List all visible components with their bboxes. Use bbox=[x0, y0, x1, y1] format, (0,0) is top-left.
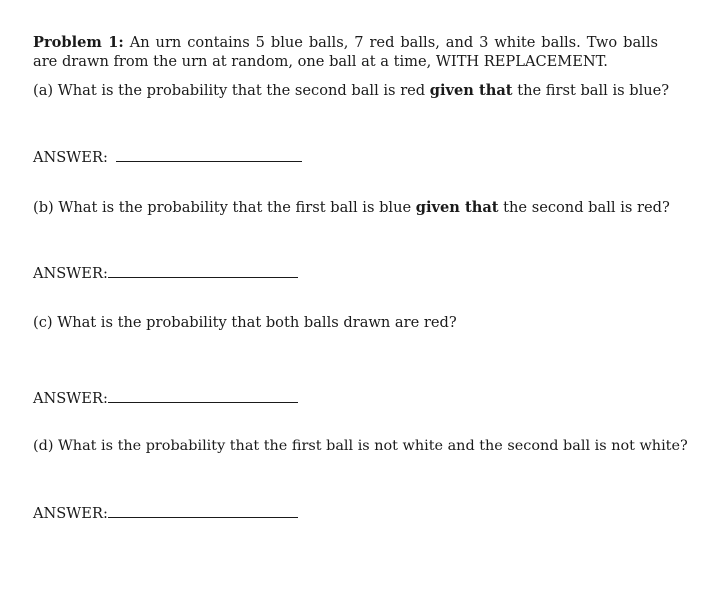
question-d-text: (d) What is the probability that the first ball is not white and the second ball is not white? bbox=[33, 438, 688, 454]
answer-c-blank[interactable] bbox=[108, 402, 298, 403]
answer-d bbox=[33, 505, 298, 522]
answer-a-blank[interactable] bbox=[116, 161, 302, 162]
problem-text: An urn contains 5 blue balls, 7 red balls, and 3 white balls. Two balls are drawn from the urn at random, one ball at a time, WITH REPLACEMENT. bbox=[33, 34, 658, 70]
question-a-emphasis: given that bbox=[429, 82, 513, 99]
question-a bbox=[33, 82, 669, 99]
question-d bbox=[33, 438, 688, 454]
question-b-emphasis: given that bbox=[415, 199, 499, 216]
answer-c-label: ANSWER: bbox=[33, 390, 108, 407]
question-a-prefix: (a) What is the probability that the second ball is red bbox=[33, 82, 430, 99]
answer-b-blank[interactable] bbox=[108, 277, 298, 278]
answer-a-label: ANSWER: bbox=[33, 149, 108, 166]
answer-b bbox=[33, 265, 298, 282]
question-c-text: (c) What is the probability that both balls drawn are red? bbox=[33, 314, 457, 331]
question-b-suffix: the second ball is red? bbox=[498, 199, 670, 216]
answer-b-label: ANSWER: bbox=[33, 265, 108, 282]
question-a-suffix: the first ball is blue? bbox=[512, 82, 670, 99]
answer-d-blank[interactable] bbox=[108, 517, 298, 518]
question-b bbox=[33, 199, 670, 216]
problem-title: Problem 1: bbox=[33, 34, 124, 51]
question-c bbox=[33, 314, 457, 331]
answer-a bbox=[33, 149, 302, 166]
problem-statement bbox=[33, 33, 658, 71]
question-b-prefix: (b) What is the probability that the first ball is blue bbox=[33, 199, 416, 216]
answer-c bbox=[33, 390, 298, 407]
answer-d-label: ANSWER: bbox=[33, 505, 108, 522]
